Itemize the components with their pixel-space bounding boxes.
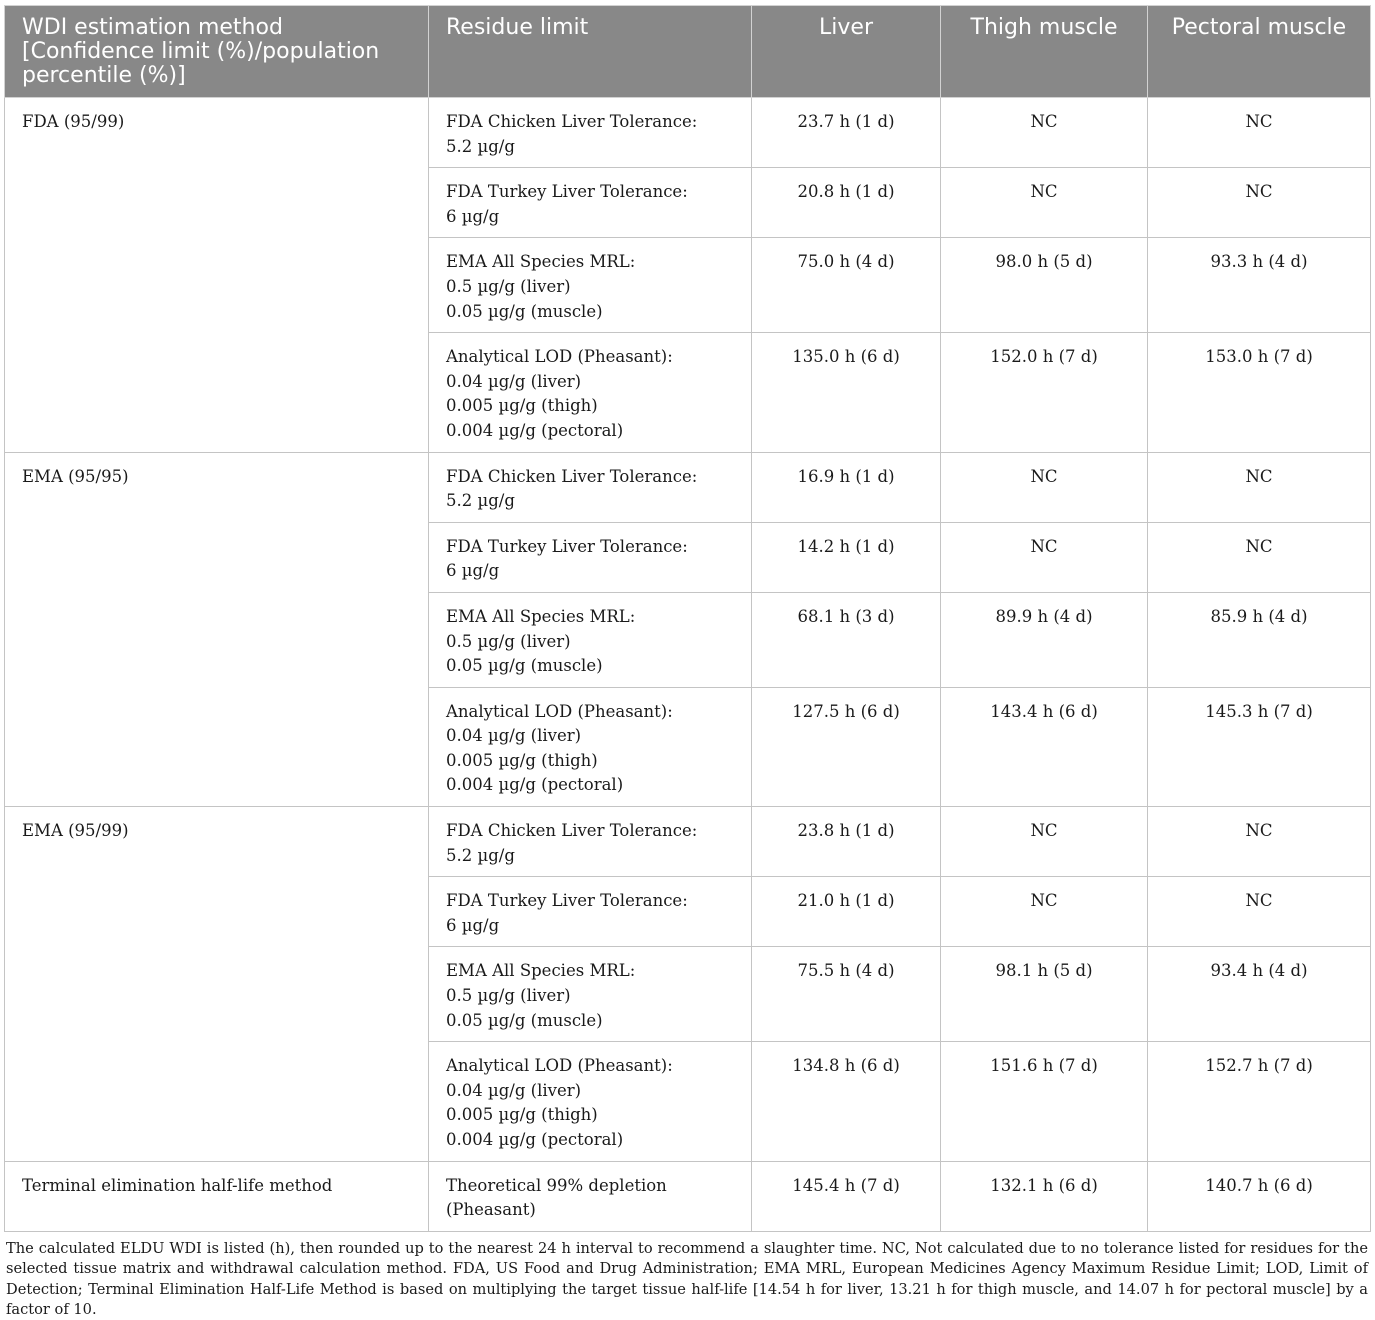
residue-limit-line: EMA All Species MRL:: [446, 606, 636, 626]
method-cell: EMA (95/95): [5, 452, 429, 807]
table-row: [5, 1161, 1371, 1231]
pectoral-cell: NC: [1148, 877, 1371, 947]
pectoral-cell: 93.4 h (4 d): [1148, 947, 1371, 1042]
residue-limit-cell: [429, 687, 752, 806]
thigh-cell: NC: [941, 168, 1148, 238]
pectoral-cell: 140.7 h (6 d): [1148, 1161, 1371, 1231]
header-residue-limit: [429, 6, 752, 98]
header-line: Residue limit: [446, 15, 589, 40]
wdi-table: [4, 5, 1371, 1232]
pectoral-cell: NC: [1148, 168, 1371, 238]
liver-cell: 127.5 h (6 d): [752, 687, 941, 806]
residue-limit-line: 0.04 µg/g (liver): [446, 1080, 582, 1100]
liver-cell: 16.9 h (1 d): [752, 452, 941, 522]
residue-limit-cell: [429, 1161, 752, 1231]
residue-limit-cell: [429, 168, 752, 238]
header-line: Thigh muscle: [970, 15, 1118, 40]
residue-limit-line: FDA Chicken Liver Tolerance:: [446, 821, 698, 841]
thigh-cell: NC: [941, 452, 1148, 522]
residue-limit-line: Analytical LOD (Pheasant):: [446, 347, 673, 367]
pectoral-cell: 85.9 h (4 d): [1148, 592, 1371, 687]
pectoral-cell: NC: [1148, 522, 1371, 592]
results-table-container: [4, 5, 1370, 1320]
pectoral-cell: NC: [1148, 807, 1371, 877]
pectoral-cell: NC: [1148, 98, 1371, 168]
residue-limit-line: 0.5 µg/g (liver): [446, 276, 571, 296]
residue-limit-line: 0.004 µg/g (pectoral): [446, 420, 624, 440]
liver-cell: 14.2 h (1 d): [752, 522, 941, 592]
pectoral-cell: NC: [1148, 452, 1371, 522]
residue-limit-line: 0.004 µg/g (pectoral): [446, 1130, 624, 1149]
liver-cell: 75.5 h (4 d): [752, 947, 941, 1042]
residue-limit-cell: [429, 522, 752, 592]
liver-cell: 21.0 h (1 d): [752, 877, 941, 947]
liver-cell: 23.7 h (1 d): [752, 98, 941, 168]
residue-limit-line: 0.004 µg/g (pectoral): [446, 775, 624, 795]
residue-limit-line: 0.05 µg/g (muscle): [446, 301, 603, 321]
method-cell: Terminal elimination half-life method: [5, 1161, 429, 1231]
residue-limit-line: 6 µg/g: [446, 206, 500, 226]
residue-limit-line: Analytical LOD (Pheasant):: [446, 1056, 673, 1076]
thigh-cell: 143.4 h (6 d): [941, 687, 1148, 806]
residue-limit-line: FDA Chicken Liver Tolerance:: [446, 112, 698, 131]
table-footnote: The calculated ELDU WDI is listed (h), then rounded up to the nearest 24 h interval to recommend a slaughter time. NC, Not calculated due to no tolerance listed for residues for the selected tissue matrix and withdrawal calculation method. FDA, US Food and Drug Administration; EMA MRL, European Medicines Agency Maximum Residue Limit; LOD, Limit of Detection; Terminal Elimination Half-Life Method is based on multiplying the target tissue half-life [14.54 h for liver, 13.21 h for thigh muscle, and 14.07 h for pectoral muscle] by a factor of 10.: [6, 1239, 1368, 1318]
thigh-cell: 132.1 h (6 d): [941, 1161, 1148, 1231]
residue-limit-cell: [429, 877, 752, 947]
header-line: Liver: [819, 15, 873, 40]
header-line: Pectoral muscle: [1171, 15, 1347, 40]
residue-limit-line: 0.5 µg/g (liver): [446, 631, 571, 651]
residue-limit-line: 0.04 µg/g (liver): [446, 726, 582, 746]
residue-limit-line: 6 µg/g: [446, 561, 500, 581]
liver-cell: 23.8 h (1 d): [752, 807, 941, 877]
header-line: percentile (%)]: [22, 63, 186, 88]
residue-limit-cell: [429, 452, 752, 522]
thigh-cell: 151.6 h (7 d): [941, 1042, 1148, 1161]
pectoral-cell: 153.0 h (7 d): [1148, 333, 1371, 452]
header-line: [Confidence limit (%)/population: [22, 39, 380, 64]
residue-limit-line: FDA Turkey Liver Tolerance:: [446, 536, 688, 556]
liver-cell: 68.1 h (3 d): [752, 592, 941, 687]
thigh-cell: 89.9 h (4 d): [941, 592, 1148, 687]
residue-limit-line: EMA All Species MRL:: [446, 961, 636, 981]
table-row: [5, 807, 1371, 877]
residue-limit-line: 0.05 µg/g (muscle): [446, 656, 603, 676]
residue-limit-line: 0.005 µg/g (thigh): [446, 1105, 598, 1125]
liver-cell: 20.8 h (1 d): [752, 168, 941, 238]
residue-limit-line: 5.2 µg/g: [446, 491, 515, 511]
table-body: [5, 98, 1371, 1232]
residue-limit-cell: [429, 807, 752, 877]
residue-limit-line: Theoretical 99% depletion: [446, 1175, 667, 1195]
method-cell: EMA (95/99): [5, 807, 429, 1162]
liver-cell: 135.0 h (6 d): [752, 333, 941, 452]
header-liver: [752, 6, 941, 98]
table-row: [5, 98, 1371, 168]
residue-limit-cell: [429, 592, 752, 687]
thigh-cell: NC: [941, 98, 1148, 168]
residue-limit-line: FDA Turkey Liver Tolerance:: [446, 891, 688, 911]
residue-limit-line: EMA All Species MRL:: [446, 252, 636, 272]
residue-limit-line: FDA Chicken Liver Tolerance:: [446, 466, 698, 486]
liver-cell: 134.8 h (6 d): [752, 1042, 941, 1161]
header-pectoral-muscle: [1148, 6, 1371, 98]
thigh-cell: NC: [941, 877, 1148, 947]
residue-limit-line: 0.5 µg/g (liver): [446, 986, 571, 1006]
pectoral-cell: 93.3 h (4 d): [1148, 238, 1371, 333]
pectoral-cell: 152.7 h (7 d): [1148, 1042, 1371, 1161]
header-thigh-muscle: [941, 6, 1148, 98]
thigh-cell: NC: [941, 522, 1148, 592]
residue-limit-line: (Pheasant): [446, 1200, 536, 1220]
liver-cell: 145.4 h (7 d): [752, 1161, 941, 1231]
residue-limit-cell: [429, 947, 752, 1042]
thigh-cell: 98.0 h (5 d): [941, 238, 1148, 333]
pectoral-cell: 145.3 h (7 d): [1148, 687, 1371, 806]
header-row: [5, 6, 1371, 98]
thigh-cell: 152.0 h (7 d): [941, 333, 1148, 452]
liver-cell: 75.0 h (4 d): [752, 238, 941, 333]
residue-limit-cell: [429, 98, 752, 168]
table-row: [5, 452, 1371, 522]
residue-limit-cell: [429, 1042, 752, 1161]
residue-limit-line: 6 µg/g: [446, 915, 500, 935]
residue-limit-line: 5.2 µg/g: [446, 845, 515, 865]
residue-limit-line: FDA Turkey Liver Tolerance:: [446, 182, 688, 202]
residue-limit-cell: [429, 238, 752, 333]
residue-limit-line: 0.05 µg/g (muscle): [446, 1010, 603, 1030]
residue-limit-line: 0.005 µg/g (thigh): [446, 396, 598, 416]
thigh-cell: NC: [941, 807, 1148, 877]
residue-limit-cell: [429, 333, 752, 452]
header-method: [5, 6, 429, 98]
residue-limit-line: 0.04 µg/g (liver): [446, 371, 582, 391]
residue-limit-line: 0.005 µg/g (thigh): [446, 750, 598, 770]
header-line: WDI estimation method: [22, 15, 283, 40]
method-cell: FDA (95/99): [5, 98, 429, 453]
residue-limit-line: 5.2 µg/g: [446, 136, 515, 156]
residue-limit-line: Analytical LOD (Pheasant):: [446, 701, 673, 721]
thigh-cell: 98.1 h (5 d): [941, 947, 1148, 1042]
